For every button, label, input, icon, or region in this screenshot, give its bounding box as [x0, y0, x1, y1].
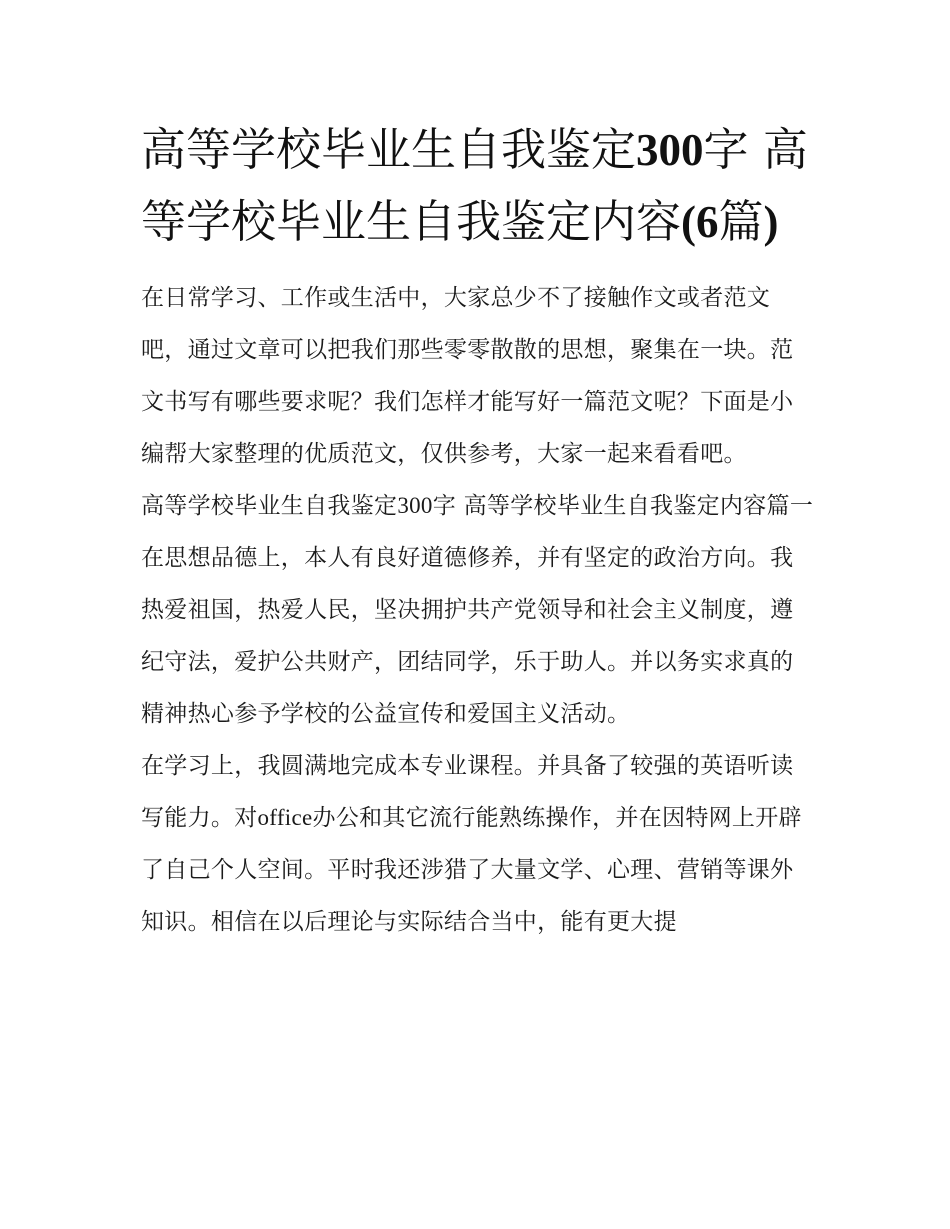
body-paragraph-morality: 在思想品德上，本人有良好道德修养，并有坚定的政治方向。我热爱祖国，热爱人民，坚决拥护共产党领导和社会主义制度，遵纪守法，爱护公共财产，团结同学，乐于助人。并以务实求真的精神热心参予学校的公益宣传和爱国主义活动。 — [141, 545, 794, 727]
section-heading: 高等学校毕业生自我鉴定300字 高等学校毕业生自我鉴定内容篇一 — [141, 493, 814, 519]
intro-paragraph: 在日常学习、工作或生活中，大家总少不了接触作文或者范文吧，通过文章可以把我们那些零零散散的思想，聚集在一块。范文书写有哪些要求呢？我们怎样才能写好一篇范文呢？下面是小编帮大家整理的优质范文，仅供参考，大家一起来看看吧。 — [141, 285, 794, 467]
body-paragraph-study: 在学习上，我圆满地完成本专业课程。并具备了较强的英语听读写能力。对office办公和其它流行能熟练操作，并在因特网上开辟了自己个人空间。平时我还涉猎了大量文学、心理、营销等课外知识。相信在以后理论与实际结合当中，能有更大提 — [141, 753, 802, 935]
document-title: 高等学校毕业生自我鉴定300字 高等学校毕业生自我鉴定内容(6篇) — [141, 123, 808, 248]
document-body — [141, 114, 816, 948]
